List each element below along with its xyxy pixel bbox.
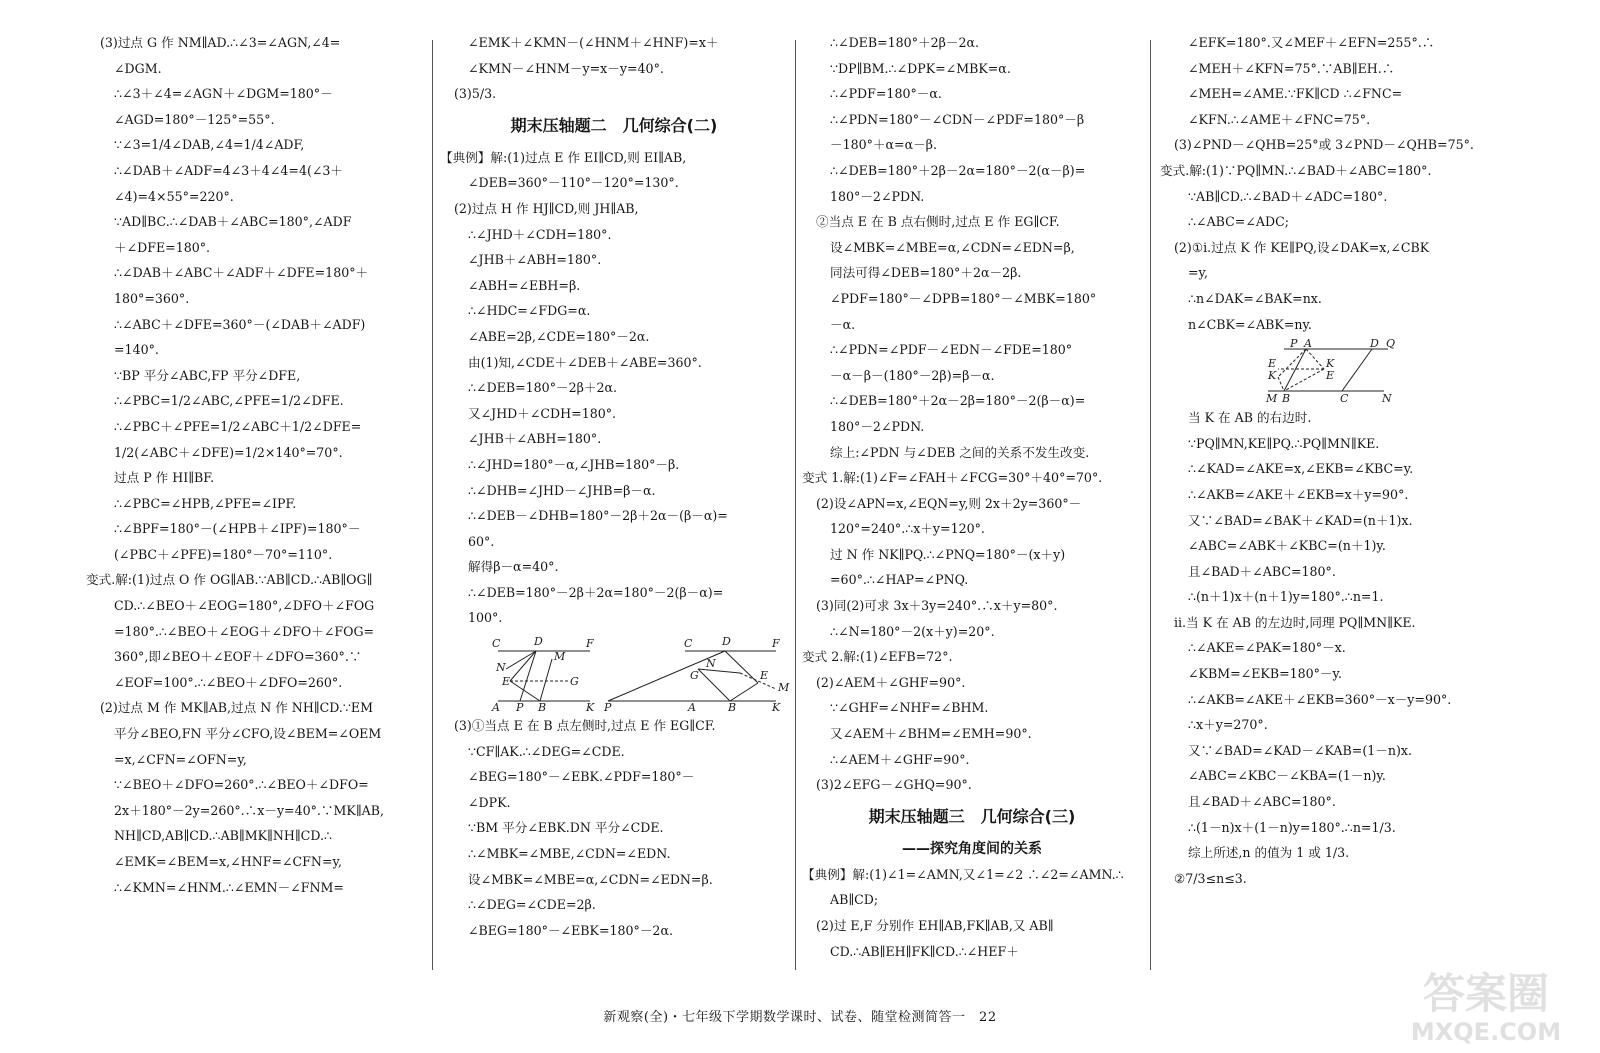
text-line: 变式.解:(1)∵PQ∥MN.∴∠BAD＋∠ABC=180°. (1160, 162, 1432, 178)
column-2-middle-lines (440, 145, 788, 631)
text-line: －α－β－(180°－2β)=β－α. (830, 367, 995, 383)
text-line: ∴∠DHB=∠JHD－∠JHB=β－α. (468, 482, 656, 498)
text-line: (3)5/3. (454, 86, 497, 102)
text-line: 过点 P 作 HI∥BF. (114, 470, 215, 486)
text-line: ∴∠JHD＋∠CDH=180°. (468, 226, 612, 242)
text-line: ∵AB∥CD.∴∠BAD＋∠ADC=180°. (1188, 188, 1388, 204)
text-line: ∵CF∥AK.∴∠DEG=∠CDE. (468, 743, 625, 759)
column-4-top-lines (1160, 30, 1520, 337)
fig1-label: K (586, 701, 595, 715)
text-line: ∴∠PDN=∠PDF－∠EDN－∠FDE=180° (830, 342, 1073, 358)
fig2-seg-de (725, 651, 758, 683)
fig2-label: C (684, 637, 693, 651)
text-line: ∴∠ABC＋∠DFE=360°－(∠DAB＋∠ADF) (114, 316, 366, 332)
text-line: 180°=360°. (114, 290, 190, 306)
fig1-label: D (534, 635, 543, 649)
fig3-label: P (1290, 337, 1298, 351)
fig3-label: C (1340, 392, 1349, 406)
fig3-label: Q (1386, 337, 1396, 351)
fig2-label: N (706, 657, 716, 671)
fig3-label: M (1266, 392, 1278, 406)
text-line: (2)①ⅰ.过点 K 作 KE∥PQ,设∠DAK=x,∠CBK (1174, 239, 1430, 255)
text-line: 过 N 作 NK∥PQ.∴∠PNQ=180°－(x＋y) (830, 546, 1066, 562)
text-line: ∠DEB=360°－110°－120°=130°. (468, 175, 679, 191)
fig3-label: B (1282, 392, 1291, 406)
text-line: ∴∠PBC＋∠PFE=1/2∠ABC＋1/2∠DFE= (114, 418, 362, 434)
text-line: 变式.解:(1)过点 O 作 OG∥AB.∵AB∥CD.∴AB∥OG∥ (86, 572, 373, 588)
column-2-top-lines (440, 30, 788, 107)
text-line: (2)∠AEM＋∠GHF=90°. (816, 674, 966, 690)
text-line: ∴∠KMN=∠HNM.∴∠EMN－∠FNM= (114, 879, 344, 895)
fig3-label: N (1382, 392, 1392, 406)
text-line: ∠EMK＋∠KMN－(∠HNM＋∠HNF)=x＋ (468, 35, 719, 50)
text-line: ∴∠BPF=180°－(∠HPB＋∠IPF)=180°－ (114, 521, 361, 537)
text-line: ∴∠KAD=∠AKE=x,∠EKB=∠KBC=y. (1188, 461, 1414, 477)
text-line: 平分∠BEO,FN 平分∠CFO,设∠BEM=∠OEM (114, 726, 382, 742)
fig1-label: E (502, 675, 511, 689)
text-line: ∠4)=4×55°=220°. (114, 188, 234, 204)
text-line: ∠EOF=100°.∴∠BEO＋∠DFO=260°. (114, 674, 343, 690)
text-line: ∴∠DEB=180°＋2α－2β=180°－2(β－α)= (830, 393, 1086, 409)
text-line: ∴∠3＋∠4=∠AGN＋∠DGM=180°－ (114, 86, 333, 102)
figure-2-labels (603, 635, 790, 714)
fig3-label: D (1370, 337, 1379, 351)
fig2-label: K (772, 701, 781, 715)
text-line: ∵DP∥BM.∴∠DPK=∠MBK=α. (830, 60, 1011, 76)
text-line: (3)过点 G 作 NM∥AD.∴∠3=∠AGN,∠4= (100, 35, 341, 50)
text-line: ∴∠AEM＋∠GHF=90°. (830, 751, 970, 767)
text-line: 120°=240°.∴x＋y=120°. (830, 521, 985, 537)
text-line: ∴∠PBC=∠HPB,∠PFE=∠IPF. (114, 495, 297, 511)
text-line: ∴∠DEB=180°－2β＋2α=180°－2(β－α)= (468, 584, 724, 600)
text-line: ∴∠DEG=∠CDE=2β. (468, 897, 596, 913)
fig3-label: A (1304, 337, 1312, 351)
text-line: ∠ABE=2β,∠CDE=180°－2α. (468, 328, 650, 344)
text-line: ∴∠DEB=180°＋2β－2α=180°－2(α－β)= (830, 162, 1086, 178)
text-line: ∵AD∥BC.∴∠DAB＋∠ABC=180°,∠ADF (114, 214, 352, 230)
text-line: ②当点 E 在 B 点右侧时,过点 E 作 EG∥CF. (816, 214, 1060, 230)
fig2-label: A (688, 701, 696, 715)
column-4-bottom-lines (1160, 405, 1520, 891)
text-line: ∠DPK. (468, 794, 511, 810)
column-4 (1160, 30, 1520, 891)
text-line: ∠ABC=∠ABK＋∠KBC=(n＋1)y. (1188, 538, 1386, 554)
text-line: ∴x＋y=270°. (1188, 717, 1268, 733)
text-line: 设∠MBK=∠MBE=α,∠CDN=∠EDN=β, (830, 239, 1075, 255)
fig3-seg-kb2 (1278, 377, 1284, 391)
text-line: =180°.∴∠BEO＋∠EOG＋∠DFO＋∠FOG= (114, 623, 375, 639)
text-line: ∠JHB＋∠ABH=180°. (468, 431, 602, 447)
text-line: ∴∠PDN=180°－∠CDN－∠PDF=180°－β (830, 111, 1085, 127)
text-line: (∠PBC＋∠PFE)=180°－70°=110°. (114, 546, 333, 562)
text-line: ∠KFN.∴∠AME＋∠FNC=75°. (1188, 111, 1371, 127)
fig3-seg-ak (1306, 349, 1324, 369)
fig1-label: F (586, 637, 594, 651)
text-line: ②7/3≤n≤3. (1174, 870, 1247, 886)
text-line: ∵∠3=1/4∠DAB,∠4=1/4∠ADF, (114, 137, 305, 153)
text-line: ∴n∠DAK=∠BAK=nx. (1188, 290, 1322, 306)
fig3-seg-ak2 (1278, 349, 1306, 377)
text-line: =y, (1188, 265, 1208, 281)
text-line: 100°. (468, 610, 503, 626)
text-line: ∵BP 平分∠ABC,FP 平分∠DFE, (114, 367, 301, 383)
fig3-seg-dc (1342, 349, 1372, 391)
fig2-seg-eb (730, 683, 758, 701)
text-line: ∠PDF=180°－∠DPB=180°－∠MBK=180° (830, 290, 1097, 306)
column-3-top-lines (802, 30, 1142, 798)
text-line: 同法可得∠DEB=180°＋2α－2β. (830, 265, 1022, 281)
text-line: ∠BEG=180°－∠EBK.∠PDF=180°－ (468, 769, 695, 785)
fig3-label: E (1268, 357, 1277, 371)
text-line: ∴(n＋1)x＋(n＋1)y=180°.∴n=1. (1188, 589, 1384, 605)
text-line: (3)∠PND－∠QHB=25°或 3∠PND－∠QHB=75°. (1174, 137, 1474, 153)
text-line: ∠MEH=∠AME.∵FK∥CD ∴∠FNC= (1188, 86, 1403, 102)
column-2 (440, 30, 788, 943)
text-line: 当 K 在 AB 的右边时. (1188, 410, 1312, 426)
text-line: 综上所述,n 的值为 1 或 1/3. (1188, 845, 1350, 861)
watermark-line1: 答案圈 (1422, 969, 1550, 1018)
text-line: 变式 1.解:(1)∠F=∠FAH＋∠FCG=30°＋40°=70°. (802, 470, 1103, 486)
fig1-seg-bm (540, 659, 552, 701)
text-line: ∴∠DEB－∠DHB=180°－2β＋2α－(β－α)= (468, 508, 728, 524)
text-line: 2x＋180°－2y=260°.∴x－y=40°.∵MK∥AB, (114, 802, 385, 818)
fig2-label: F (772, 637, 780, 651)
column-1-lines (86, 30, 426, 900)
text-line: －α. (830, 316, 856, 332)
text-line: (2)过点 H 作 HJ∥CD,则 JH∥AB, (454, 200, 639, 216)
column-rule-3 (1150, 40, 1151, 970)
text-line: ∴∠HDC=∠FDG=α. (468, 303, 591, 319)
text-line: (3)同(2)可求 3x＋3y=240°.∴x＋y=80°. (816, 598, 1058, 614)
text-line: ∴∠AKE=∠PAK=180°－x. (1188, 640, 1346, 656)
text-line: ∴(1－n)x＋(1－n)y=180°.∴n=1/3. (1188, 819, 1396, 835)
fig1-label: M (554, 650, 566, 664)
text-line: ⅱ.当 K 在 AB 的左边时,同理 PQ∥MN∥KE. (1174, 614, 1416, 630)
text-line: ∴∠DEB=180°＋2β－2α. (830, 35, 979, 50)
text-line: 又∠AEM＋∠BHM=∠EMH=90°. (830, 726, 1032, 742)
text-line: ∵PQ∥MN,KE∥PQ.∴PQ∥MN∥KE. (1188, 435, 1380, 451)
text-line: 设∠MBK=∠MBE=α,∠CDN=∠EDN=β. (468, 871, 713, 887)
text-line: n∠CBK=∠ABK=ny. (1188, 316, 1312, 332)
text-line: ∠BEG=180°－∠EBK=180°－2α. (468, 922, 673, 938)
text-line: 180°－2∠PDN. (830, 188, 925, 204)
geometry-figure-3 (1160, 337, 1520, 406)
geometry-figures-1-2 (440, 633, 790, 715)
text-line: ∠EMK=∠BEM=x,∠HNF=∠CFN=y, (114, 854, 342, 869)
text-line: ∠MEH＋∠KFN=75°.∵AB∥EH.∴ (1188, 60, 1395, 76)
text-line: CD.∴AB∥EH∥FK∥CD.∴∠HEF＋ (830, 943, 1019, 959)
text-line: ∴∠PBC=1/2∠ABC,∠PFE=1/2∠DFE. (114, 393, 344, 409)
column-3-bottom-lines (802, 862, 1142, 964)
text-line: 【典例】解:(1)∠1=∠AMN,又∠1=∠2 ∴∠2=∠AMN.∴ (802, 866, 1124, 882)
fig1-seg-de (510, 651, 536, 681)
text-line: (2)过 E,F 分别作 EH∥AB,FK∥AB,又 AB∥ (816, 918, 1054, 933)
text-line: (3)2∠EFG－∠GHQ=90°. (816, 777, 972, 793)
text-line: ∴∠PDF=180°－α. (830, 86, 942, 102)
text-line: ∵∠GHF=∠NHF=∠BHM. (830, 700, 989, 716)
text-line: ∠KMN－∠HNM－y=x－y=40°. (468, 60, 664, 76)
fig2-seg-bg (698, 669, 730, 701)
text-line: ∠ABH=∠EBH=β. (468, 277, 581, 293)
fig3-label: E (1326, 369, 1335, 383)
text-line: 60°. (468, 533, 495, 549)
text-line: 由(1)知,∠CDE＋∠DEB＋∠ABE=360°. (468, 354, 702, 370)
fig2-label: G (690, 669, 699, 683)
section-subheading-3: ——探究角度间的关系 (902, 840, 1042, 857)
fig1-label: A (492, 701, 500, 715)
page-footer: 新观察(全)・七年级下学期数学课时、试卷、随堂检测简答一 22 (603, 1010, 997, 1025)
text-line: ∵∠BEO＋∠DFO=260°.∴∠BEO＋∠DFO= (114, 777, 369, 793)
text-line: ∠DGM. (114, 60, 162, 76)
text-line: 又∠JHD＋∠CDH=180°. (468, 405, 617, 421)
fig3-label: K (1268, 369, 1277, 383)
fig3-label: K (1326, 357, 1335, 371)
fig1-label: G (570, 675, 579, 689)
text-line: 解得β－α=40°. (468, 559, 559, 575)
text-line: ∴∠MBK=∠MBE,∠CDN=∠EDN. (468, 846, 671, 862)
fig2-seg-gn (698, 669, 740, 673)
text-line: 180°－2∠PDN. (830, 418, 925, 434)
text-line: 又∵∠BAD=∠BAK＋∠KAD=(n＋1)x. (1188, 512, 1413, 528)
text-line: ∠EFK=180°.又∠MEF＋∠EFN=255°.∴ (1188, 35, 1435, 50)
text-line: NH∥CD,AB∥CD.∴AB∥MK∥NH∥CD.∴ (114, 828, 332, 844)
column-1 (86, 30, 426, 900)
watermark-logo (1392, 962, 1580, 1046)
text-line: ∴∠AKB=∠AKE＋∠EKB=360°－x－y=90°. (1188, 691, 1452, 707)
text-line: (2)设∠APN=x,∠EQN=y,则 2x＋2y=360°－ (816, 495, 1082, 511)
text-line: =140°. (114, 342, 159, 358)
column-3 (802, 30, 1142, 964)
text-line: ∠AGD=180°－125°=55°. (114, 111, 275, 127)
text-line: AB∥CD; (830, 892, 879, 908)
fig2-label: E (760, 669, 769, 683)
text-line: ∴∠ABC=∠ADC; (1188, 214, 1289, 230)
text-line: ∠ABC=∠KBC－∠KBA=(1－n)y. (1188, 768, 1386, 784)
text-line: 1/2(∠ABC＋∠DFE)=1/2×140°=70°. (114, 444, 343, 460)
text-line: ∴∠JHD=180°－α,∠JHB=180°－β. (468, 456, 680, 472)
text-line: ∴∠N=180°－2(x＋y)=20°. (830, 623, 995, 639)
fig2-label: D (722, 635, 731, 649)
section-heading-3: 期末压轴题三 几何综合(三) (868, 806, 1076, 826)
text-line: 变式 2.解:(1)∠EFB=72°. (802, 649, 953, 665)
text-line: －180°＋α=α－β. (830, 137, 937, 153)
fig1-label: C (492, 637, 501, 651)
text-line: =x,∠CFN=∠OFN=y, (114, 751, 247, 767)
text-line: 且∠BAD＋∠ABC=180°. (1188, 794, 1336, 810)
text-line: ∵BM 平分∠EBK.DN 平分∠CDE. (468, 820, 664, 836)
fig1-label: N (496, 661, 506, 675)
fig2-label: M (778, 681, 790, 695)
text-line: (2)过点 M 作 MK∥AB,过点 N 作 NH∥CD.∵EM (100, 700, 374, 716)
fig2-label: B (728, 701, 737, 715)
text-line: ∴∠DEB=180°－2β＋2α. (468, 380, 617, 396)
section-heading-2: 期末压轴题二 几何综合(二) (510, 115, 718, 135)
fig1-label: B (538, 701, 547, 715)
text-line: ＋∠DFE=180°. (114, 239, 211, 255)
column-2-bottom-lines (440, 713, 788, 943)
figure-1-labels (491, 635, 595, 714)
column-rule-2 (795, 40, 796, 970)
text-line: ∠JHB＋∠ABH=180°. (468, 252, 602, 268)
text-line: CD.∴∠BEO＋∠EOG=180°,∠DFO＋∠FOG (114, 598, 375, 614)
text-line: 综上:∠PDN 与∠DEB 之间的关系不发生改变. (830, 444, 1090, 460)
text-line: ∴∠DAB＋∠ADF=4∠3＋4∠4=4(∠3＋ (114, 162, 344, 178)
column-rule-1 (432, 40, 433, 970)
fig2-label: P (604, 701, 612, 715)
text-line: 【典例】解:(1)过点 E 作 EI∥CD,则 EI∥AB, (440, 149, 687, 165)
text-line: 且∠BAD＋∠ABC=180°. (1188, 563, 1336, 579)
text-line: ∠KBM=∠EKB=180°－y. (1188, 666, 1342, 682)
text-line: 360°,即∠BEO＋∠EOF＋∠DFO=360°.∵ (114, 649, 362, 665)
text-line: ∴∠DAB＋∠ABC＋∠ADF＋∠DFE=180°＋ (114, 265, 369, 281)
text-line: 又∵∠BAD=∠KAD－∠KAB=(1－n)x. (1188, 742, 1412, 758)
text-line: ∴∠AKB=∠AKE＋∠EKB=x＋y=90°. (1188, 486, 1409, 502)
watermark-line2: MXQE.COM (1410, 1018, 1562, 1046)
text-line: (3)①当点 E 在 B 点左侧时,过点 E 作 EG∥CF. (454, 718, 716, 734)
text-line: =60°.∴∠HAP=∠PNQ. (830, 572, 969, 588)
fig2-seg-em (740, 673, 776, 689)
fig1-label: P (516, 701, 524, 715)
